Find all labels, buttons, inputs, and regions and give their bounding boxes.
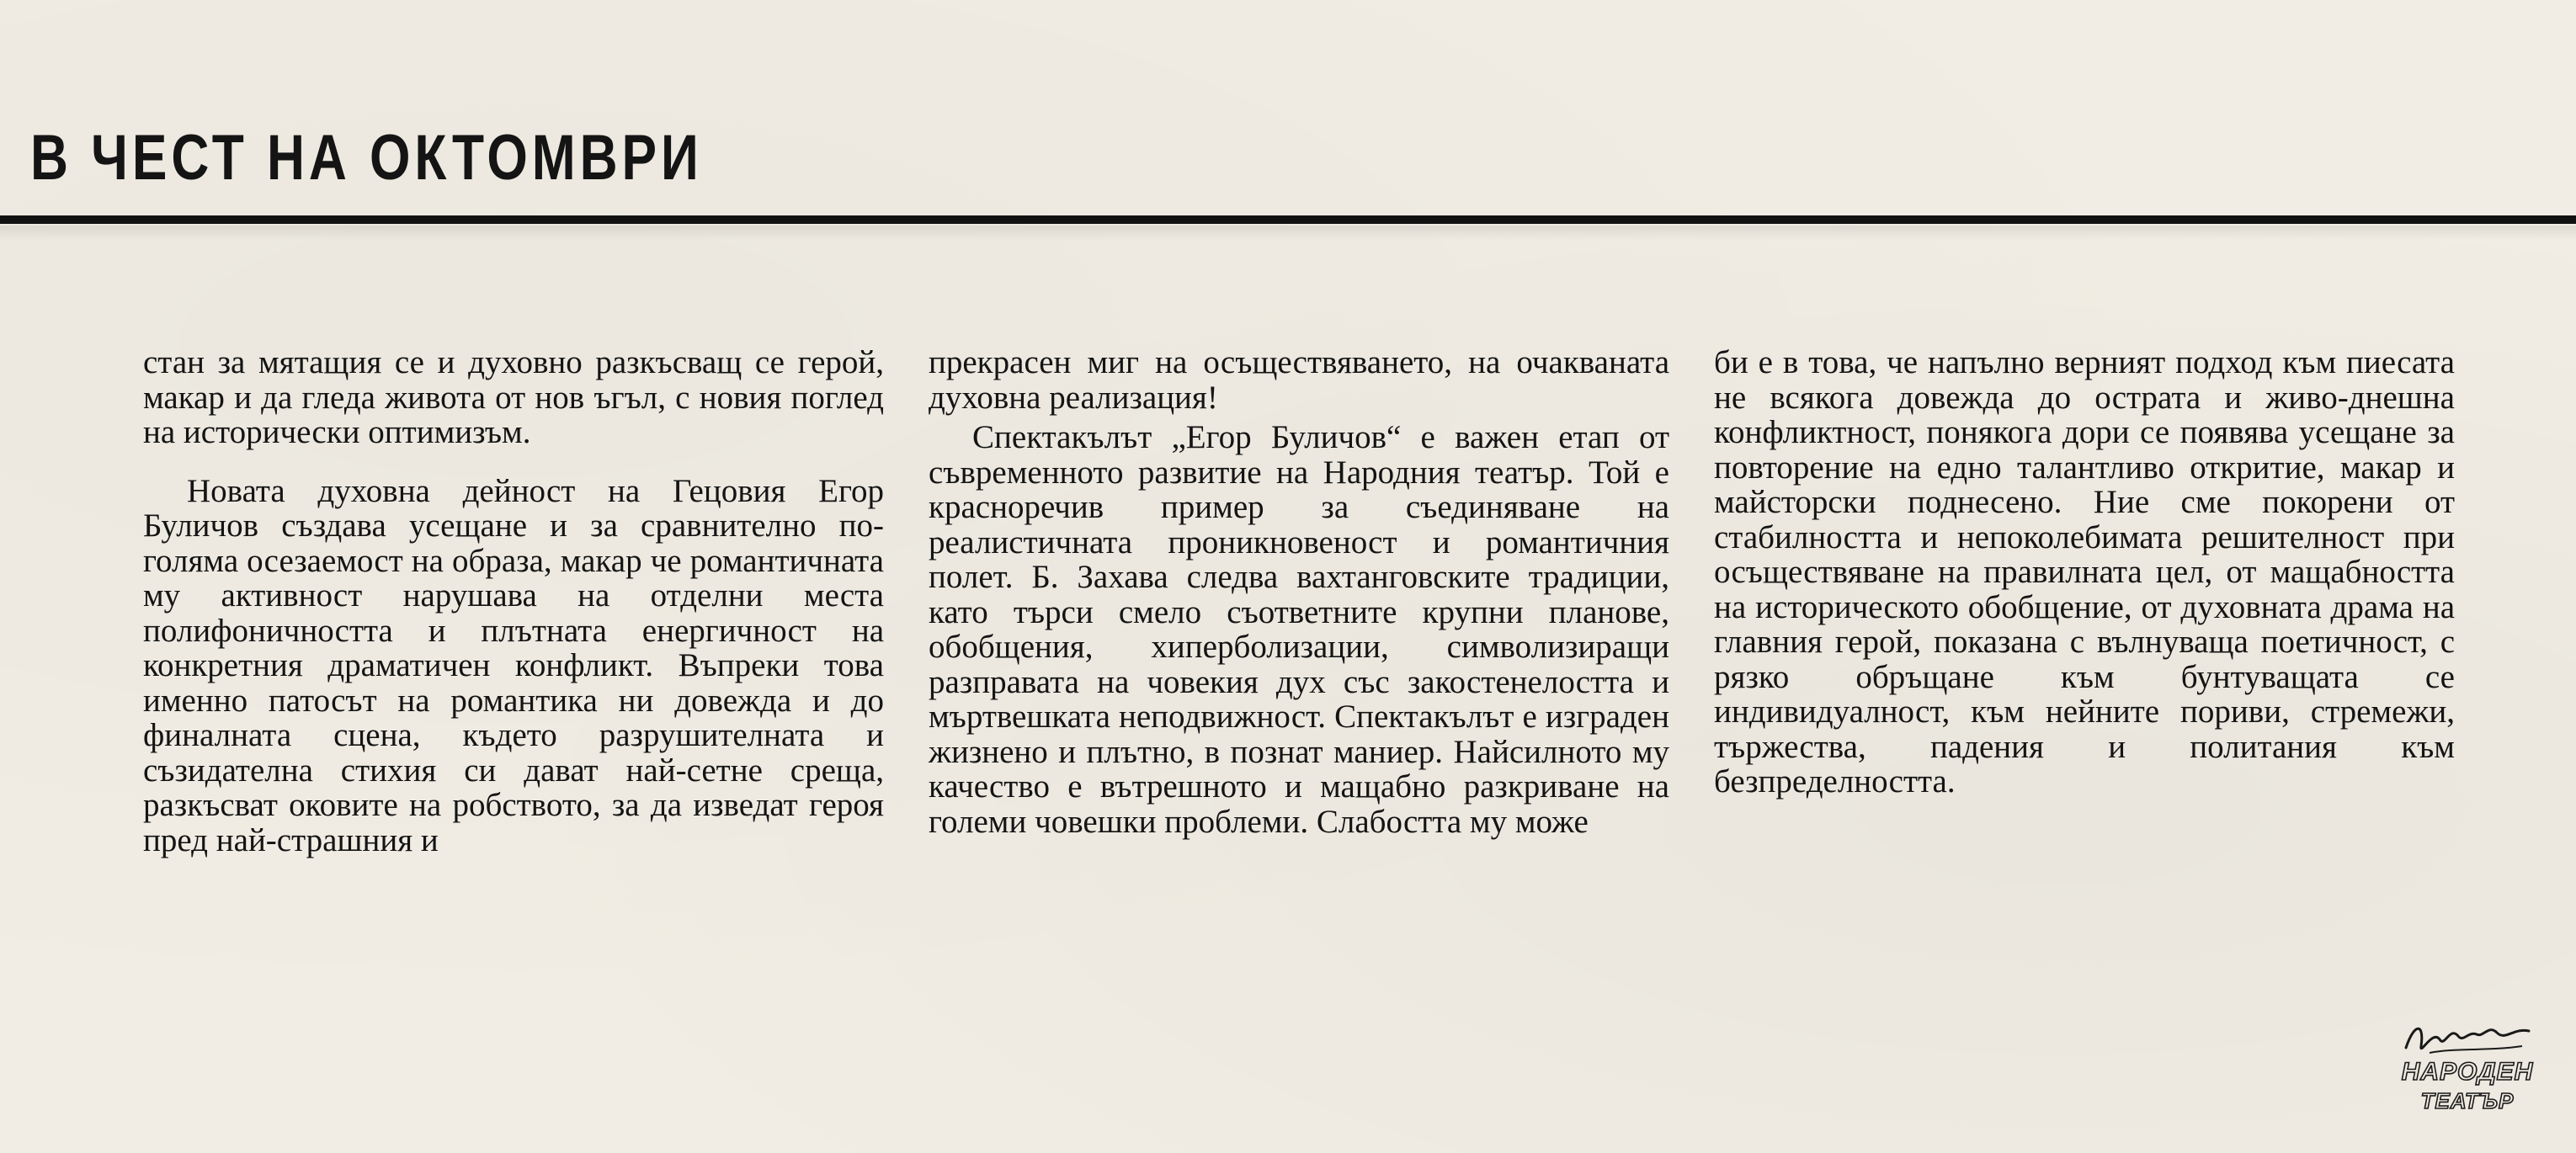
- article-column-3: [1714, 345, 2455, 800]
- section-heading: В ЧЕСТ НА ОКТОМВРИ: [30, 122, 703, 194]
- column-2-paragraph-1: прекрасен миг на осъществяването, на очакваната духовна реализация!: [929, 344, 1669, 416]
- column-1-paragraph-2: Новата духовна дейност на Гецовия Егор Буличов създава усещане и за сравнително по-голяма осезаемост на образа, макар че романтичната му активност нарушава на отделни места полифоничността и плътната енергичност на конкретния драматичен конфликт. Въпреки това именно патосът на романтика ни довежда и до финалната сцена, където разрушителната и съзидателна стихия си дават най-сетне среща, разкъсват оковите на робството, за да изведат героя пред най-страшния и: [143, 472, 884, 858]
- signature-scribble-icon: [2396, 1014, 2539, 1065]
- column-1-paragraph-1: стан за мятащия се и духовно разкъсващ се герой, макар и да гледа живота от нов ъгъл, с новия поглед на исторически оптимизъм.: [143, 344, 884, 450]
- stamp-text-narodna: НАРОДЕН: [2401, 1058, 2534, 1086]
- heading-rule-shadow: [0, 226, 2576, 241]
- theatre-stamp-logo: [2396, 1014, 2539, 1128]
- article-column-1: [143, 345, 884, 858]
- article-column-2: [929, 345, 1669, 839]
- heading-rule: [0, 215, 2576, 224]
- column-2-paragraph-2: Спектакълът „Егор Буличов“ е важен етап от съвременното развитие на Народния театър. Той е красноречив пример за съединяване на реалистичната проникновеност и романтичния полет. Б. Захава следва вахтанговските традиции, като търси смело съответните крупни планове, обобщения, хиперболизации, символизиращи разправата на човекия дух със закостенелостта и мъртвешката неподвижност. Спектакълът е изграден жизнено и плътно, в познат маниер. Найсилното му качество е вътрешното и мащабно разкриване на големи човешки проблеми. Слабостта му може: [929, 419, 1669, 840]
- stamp-text-teatar: ТЕАТЪР: [2420, 1088, 2515, 1113]
- column-3-paragraph-1: би е в това, че напълно верният подход към пиесата не всякога довежда до острата и живо-днешна конфликтност, понякога дори се появява усещане за повторение на едно талантливо откритие, макар и майсторски поднесено. Ние сме покорени от стабилността и непоколебимата решителност при осъществяване на правилната цел, от мащабността на историческото обобщение, от духовната драма на главния герой, показана с вълнуваща поетичност, с рязко обръщане към бунтуващата се индивидуалност, към нейните пориви, стремежи, тържества, падения и политания към безпределността.: [1714, 344, 2455, 800]
